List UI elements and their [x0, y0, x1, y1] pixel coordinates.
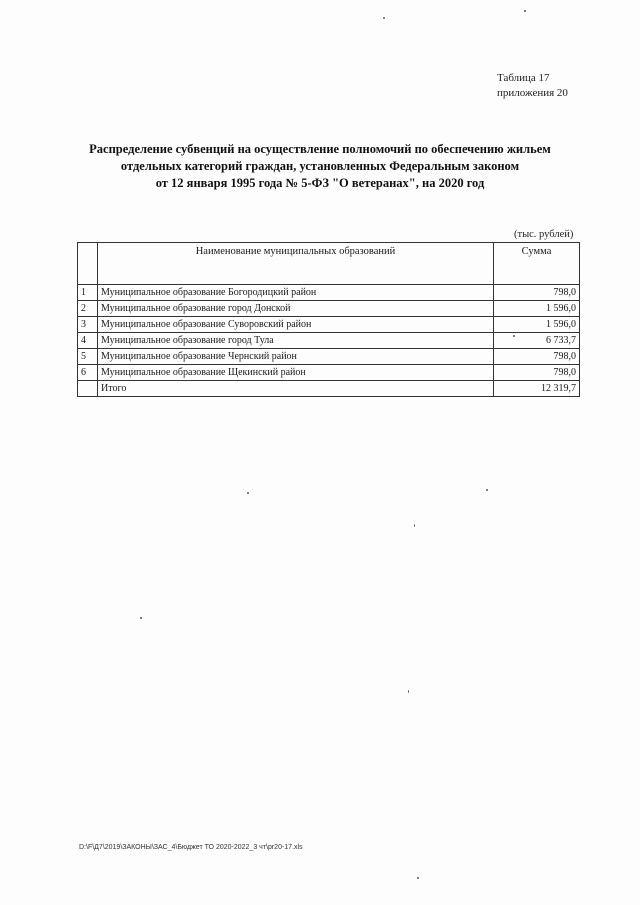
table-number-label: Таблица 17 — [497, 72, 550, 84]
document-title — [70, 141, 570, 192]
scan-speck — [486, 489, 488, 491]
table-row — [78, 349, 580, 365]
appendix-label: приложения 20 — [497, 87, 568, 99]
title-line-2: отдельных категорий граждан, установленных Федеральным законом — [120, 159, 520, 173]
title-line-3: от 12 января 1995 года № 5-ФЗ "О ветеранах", на 2020 год — [155, 176, 485, 190]
row-name: Муниципальное образование Суворовский район — [98, 317, 494, 333]
row-amount: 798,0 — [494, 349, 580, 365]
scan-speck — [408, 690, 409, 693]
header-number — [78, 243, 98, 285]
scan-speck — [417, 877, 419, 879]
scan-speck — [383, 17, 385, 19]
header-name: Наименование муниципальных образований — [98, 243, 494, 285]
row-amount: 1 596,0 — [494, 317, 580, 333]
row-number: 4 — [78, 333, 98, 349]
distribution-table — [77, 242, 580, 397]
scan-speck — [414, 524, 415, 527]
total-number — [78, 381, 98, 397]
table-header-row — [78, 243, 580, 285]
table-row — [78, 365, 580, 381]
scan-speck — [513, 335, 515, 337]
row-number: 3 — [78, 317, 98, 333]
file-path-footer: D:\F\Д7\2019\ЗАКОНЫ\ЗАС_4\Бюджет ТО 2020-2022_3 чт\pr20-17.xls — [79, 844, 303, 851]
scan-speck — [140, 617, 142, 619]
row-number: 5 — [78, 349, 98, 365]
title-line-1: Распределение субвенций на осуществление полномочий по обеспечению жильем — [89, 142, 551, 156]
table-reference — [497, 71, 568, 101]
row-number: 2 — [78, 301, 98, 317]
total-amount: 12 319,7 — [494, 381, 580, 397]
table-row — [78, 285, 580, 301]
row-amount: 798,0 — [494, 285, 580, 301]
row-name: Муниципальное образование Щекинский район — [98, 365, 494, 381]
row-amount: 1 596,0 — [494, 301, 580, 317]
row-amount: 798,0 — [494, 365, 580, 381]
row-name: Муниципальное образование город Донской — [98, 301, 494, 317]
total-label: Итого — [98, 381, 494, 397]
row-name: Муниципальное образование Богородицкий район — [98, 285, 494, 301]
row-number: 6 — [78, 365, 98, 381]
header-amount: Сумма — [494, 243, 580, 285]
units-label: (тыс. рублей) — [514, 229, 574, 240]
table-row — [78, 301, 580, 317]
row-number: 1 — [78, 285, 98, 301]
scan-speck — [247, 492, 249, 494]
table-row — [78, 317, 580, 333]
row-name: Муниципальное образование город Тула — [98, 333, 494, 349]
scan-speck — [524, 10, 526, 12]
table-row — [78, 333, 580, 349]
row-name: Муниципальное образование Чернский район — [98, 349, 494, 365]
row-amount: 6 733,7 — [494, 333, 580, 349]
table-total-row — [78, 381, 580, 397]
